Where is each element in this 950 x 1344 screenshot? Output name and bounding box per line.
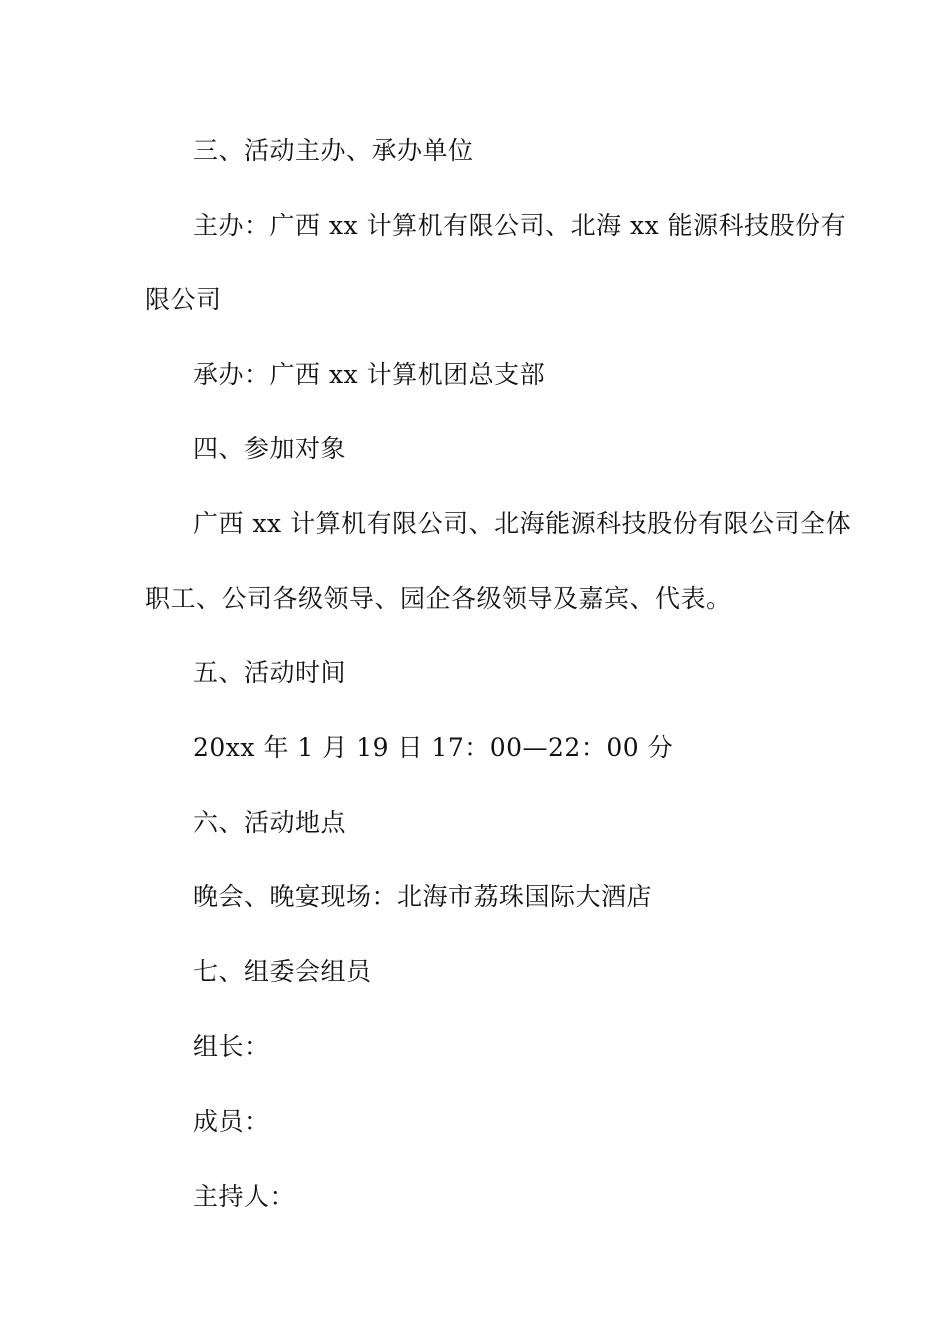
co-organizer: 承办：广西 xx 计算机团总支部 <box>193 360 546 389</box>
section4-heading: 四、参加对象 <box>193 434 347 463</box>
organizer-line-2: 限公司 <box>145 285 222 314</box>
event-location: 晚会、晚宴现场：北海市荔珠国际大酒店 <box>193 882 653 911</box>
section6-heading: 六、活动地点 <box>193 808 347 837</box>
participants-line-1: 广西 xx 计算机有限公司、北海能源科技股份有限公司全体 <box>193 509 852 538</box>
participants-line-2: 职工、公司各级领导、园企各级领导及嘉宾、代表。 <box>145 584 732 613</box>
members-label: 成员： <box>193 1107 270 1136</box>
organizer-line-1: 主办：广西 xx 计算机有限公司、北海 xx 能源科技股份有 <box>193 211 847 240</box>
section3-heading: 三、活动主办、承办单位 <box>193 136 474 165</box>
host-label: 主持人： <box>193 1182 296 1211</box>
team-leader-label: 组长： <box>193 1032 270 1061</box>
section7-heading: 七、组委会组员 <box>193 957 372 986</box>
section5-heading: 五、活动时间 <box>193 658 347 687</box>
event-time: 20xx 年 1 月 19 日 17：00—22：00 分 <box>193 733 674 762</box>
